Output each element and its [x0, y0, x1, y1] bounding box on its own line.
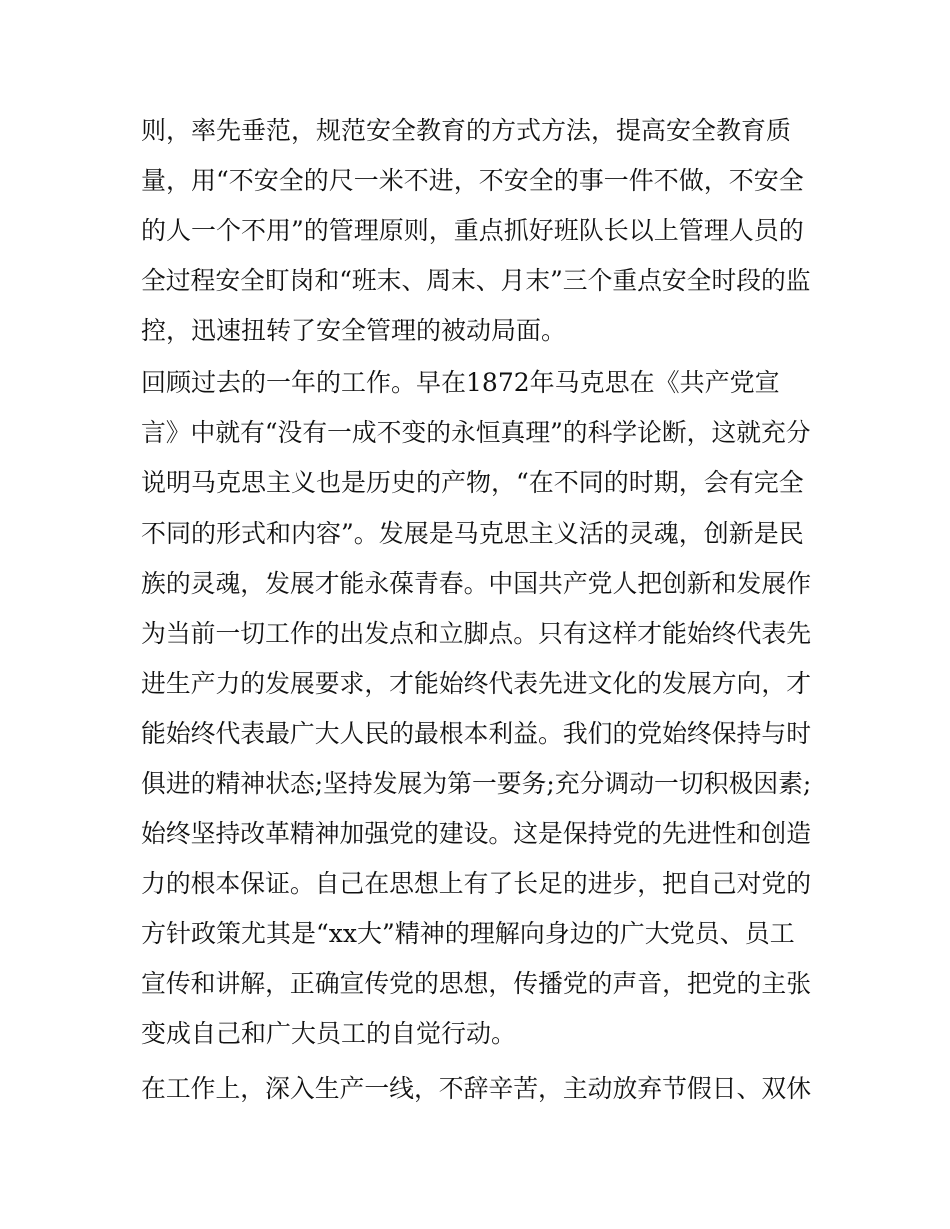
text-line: 宣传和讲解，正确宣传党的思想，传播党的声音，把党的主张: [141, 969, 812, 998]
text-line: 不同的形式和内容”。发展是马克思主义活的灵魂，创新是民: [141, 519, 804, 548]
text-line: 始终坚持改革精神加强党的建设。这是保持党的先进性和创造: [141, 819, 812, 848]
text-line: 为当前一切工作的出发点和立脚点。只有这样才能始终代表先: [141, 619, 812, 648]
text-line: 力的根本保证。自己在思想上有了长足的进步，把自己对党的: [141, 869, 812, 898]
text-line: 能始终代表最广大人民的最根本利益。我们的党始终保持与时: [141, 719, 812, 748]
text-line: 进生产力的发展要求，才能始终代表先进文化的发展方向，才: [141, 669, 812, 698]
text-line: 族的灵魂，发展才能永葆青春。中国共产党人把创新和发展作: [141, 569, 812, 598]
text-line: 言》中就有“没有一成不变的永恒真理”的科学论断，这就充分: [141, 418, 811, 447]
text-line: 回顾过去的一年的工作。早在1872年马克思在《共产党宣: [141, 368, 780, 397]
text-line: 量，用“不安全的尺一米不进，不安全的事一件不做，不安全: [141, 166, 804, 195]
text-line: 的人一个不用”的管理原则，重点抓好班队长以上管理人员的: [141, 216, 804, 245]
text-line: 说明马克思主义也是历史的产物，“在不同的时期，会有完全: [141, 468, 804, 497]
text-line: 在工作上，深入生产一线，不辞辛苦，主动放弃节假日、双休: [141, 1074, 812, 1103]
text-line: 全过程安全盯岗和“班末、周末、月末”三个重点安全时段的监: [141, 266, 811, 295]
text-line: 俱进的精神状态;坚持发展为第一要务;充分调动一切积极因素;: [141, 769, 812, 798]
text-line: 则，率先垂范，规范安全教育的方式方法，提高安全教育质: [141, 116, 792, 145]
text-line: 控，迅速扭转了安全管理的被动局面。: [141, 316, 567, 345]
text-line: 变成自己和广大员工的自觉行动。: [141, 1019, 517, 1048]
text-line: 方针政策尤其是“xx大”精神的理解向身边的广大党员、员工: [141, 919, 795, 948]
